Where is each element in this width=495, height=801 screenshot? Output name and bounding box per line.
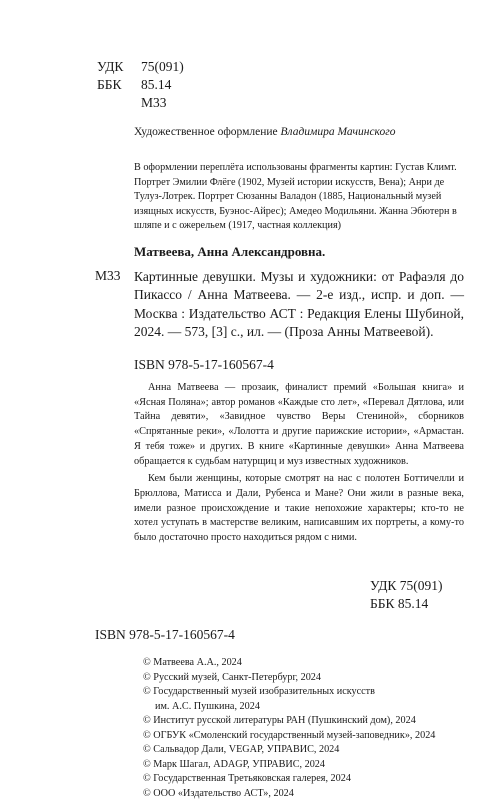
copyright-item: © Государственный музей изобразительных искусств [143, 685, 435, 700]
art-design-prefix: Художественное оформление [134, 126, 281, 138]
bbk-bottom: ББК 85.14 [370, 595, 443, 613]
copyright-item: © Государственная Третьяковская галерея, 2024 [143, 772, 435, 787]
author-heading: Матвеева, Анна Александровна. [134, 244, 325, 260]
copyright-item: © Русский музей, Санкт-Петербург, 2024 [143, 671, 435, 686]
copyright-item: © ООО «Издательство АСТ», 2024 [143, 787, 435, 801]
author-mark: М33 [141, 94, 167, 112]
udk-label: УДК [97, 58, 141, 76]
bbk-label: ББК [97, 76, 141, 94]
annotation-paragraph: Анна Матвеева — прозаик, финалист премий «Большая книга» и «Ясная Поляна»; автор романов «Каждые сто лет», «Перевал Дятлова, или Тайна девяти», «Завидное чувство Веры Стениной», сборников «Спрятанные реки», «Лолотта и другие парижские истории», «Армастан. Я тебя тоже» и других. В книге «Картинные девушки» Анна Матвеева обращается к судьбам натурщиц и муз известных художников. [134, 381, 464, 469]
annotation [134, 381, 464, 549]
art-design-name: Владимира Мачинского [281, 126, 396, 138]
author-mark-row [97, 94, 184, 112]
copyright-item: © Матвеева А.А., 2024 [143, 656, 435, 671]
copyright-item: © Сальвадор Дали, VEGAP, УПРАВИС, 2024 [143, 743, 435, 758]
isbn-bottom: ISBN 978-5-17-160567-4 [95, 627, 235, 643]
udk-value: 75(091) [141, 58, 184, 76]
copyright-item: © Институт русской литературы РАН (Пушкинский дом), 2024 [143, 714, 435, 729]
udk-row [97, 58, 184, 76]
copyright-item: им. А.С. Пушкина, 2024 [143, 700, 435, 715]
bibliographic-description: Картинные девушки. Музы и художники: от Рафаэля до Пикассо / Анна Матвеева. — 2-е изд., испр. и доп. — Москва : Издательство АСТ : Редакция Елены Шубиной, 2024. — 573, [3] с., ил. — (Проза Анны Матвеевой). [134, 268, 464, 341]
bbk-value: 85.14 [141, 76, 171, 94]
udk-bottom: УДК 75(091) [370, 577, 443, 595]
bottom-codes [370, 577, 443, 613]
bbk-row [97, 76, 184, 94]
isbn-top: ISBN 978-5-17-160567-4 [134, 357, 274, 373]
author-mark-left: М33 [95, 268, 121, 284]
annotation-paragraph: Кем были женщины, которые смотрят на нас с полотен Боттичелли и Брюллова, Матисса и Дали, Рубенса и Мане? Они жили в разные века, имели разное происхождение и такие непохожие характеры; кто-то не хотел уступать в мастерстве великим, написавшим их портреты, а кому-то было достаточно просто находиться рядом с ними. [134, 472, 464, 546]
copyright-item: © Марк Шагал, ADAGP, УПРАВИС, 2024 [143, 758, 435, 773]
classification-codes [97, 58, 184, 112]
cover-note-text: В оформлении переплёта использованы фрагменты картин: Густав Климт. Портрет Эмилии Флёге (1902, Музей истории искусств, Вена); Анри де Тулуз-Лотрек. Портрет Сюзанны Валадон (1885, Национальный музей изящных искусств, Буэнос-Айрес); Амедео Модильяни. Жанна Эбютерн в шляпе и с ожерельем (1917, частная коллекция) [134, 161, 464, 234]
copyright-item: © ОГБУК «Смоленский государственный музей-заповедник», 2024 [143, 729, 435, 744]
art-design-credit [134, 126, 395, 138]
cover-note [134, 161, 464, 234]
copyright-list [143, 656, 435, 801]
